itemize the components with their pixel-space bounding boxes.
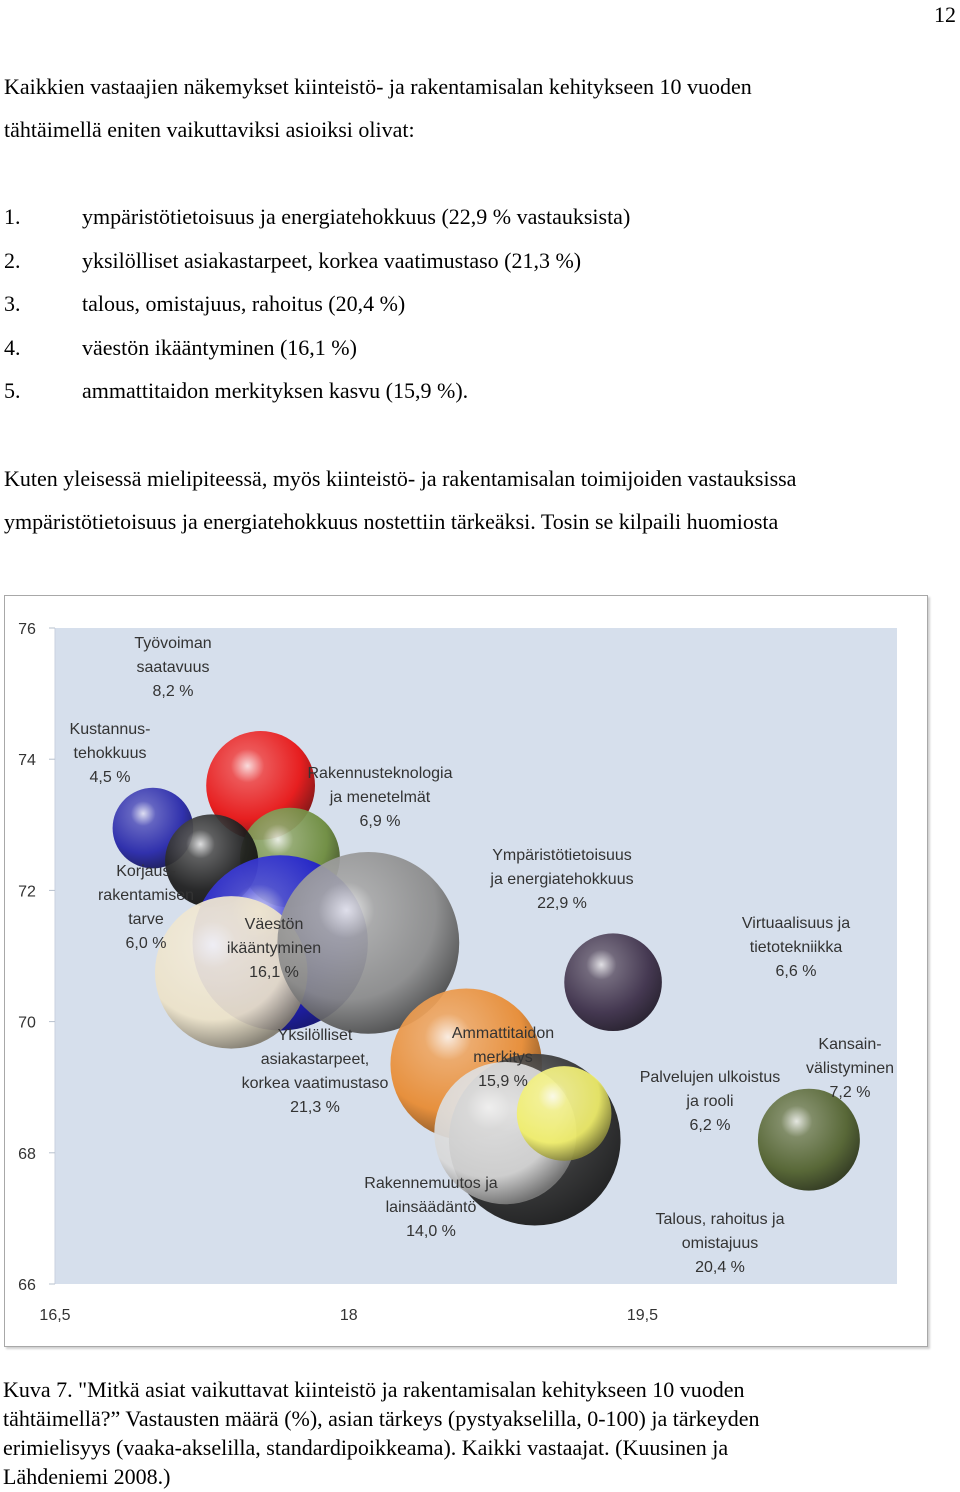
intro-line-1: Kaikkien vastaajien näkemykset kiinteistö- ja rakentamisalan kehitykseen 10 vuoden	[4, 74, 752, 99]
caption-line-3: erimielisyys (vaaka-akselilla, standardipoikkeama). Kaikki vastaajat. (Kuusinen ja	[3, 1435, 729, 1460]
list-item-number: 5.	[4, 378, 21, 403]
bubble-chart	[4, 595, 928, 1347]
bubble-label: ja rooli	[686, 1093, 734, 1110]
bubble-label: Ympäristötietoisuus	[492, 847, 632, 864]
y-tick-label: 66	[18, 1277, 36, 1294]
bubble-label: 7,2 %	[829, 1084, 871, 1101]
x-tick-label: 19,5	[626, 1307, 659, 1324]
bubble-label: Rakennusteknologia	[307, 765, 453, 782]
bubble-label: Palvelujen ulkoistus	[639, 1069, 781, 1086]
ranking-list	[4, 195, 630, 413]
list-item-number: 3.	[4, 291, 21, 316]
bubble-label: Ammattitaidon	[451, 1025, 555, 1042]
bubble-label: 6,0 %	[125, 935, 167, 952]
bubble-label: tehokkuus	[73, 745, 147, 762]
body-line-1: Kuten yleisessä mielipiteessä, myös kiinteistö- ja rakentamisalan toimijoiden vastauksissa	[4, 466, 797, 491]
list-item-number: 2.	[4, 247, 21, 273]
bubble-label: ikääntyminen	[226, 940, 322, 957]
bubble	[517, 1066, 612, 1161]
intro-line-2: tähtäimellä eniten vaikuttaviksi asioiksi olivat:	[4, 117, 415, 142]
list-item	[4, 195, 630, 239]
body-paragraph	[4, 457, 796, 543]
list-item-text: väestön ikääntyminen (16,1 %)	[82, 334, 357, 360]
bubble-label: 6,6 %	[775, 963, 817, 980]
bubble-label: 21,3 %	[290, 1099, 340, 1116]
y-tick-label: 68	[18, 1145, 36, 1163]
bubble-label: Kustannus-	[69, 721, 151, 738]
bubble-label: saatavuus	[136, 659, 210, 676]
bubble-label: ja energiatehokkuus	[490, 871, 634, 888]
body-line-2: ympäristötietoisuus ja energiatehokkuus nostettiin tärkeäksi. Tosin se kilpaili huomiosta	[4, 509, 779, 534]
bubble-label: 16,1 %	[249, 964, 299, 981]
bubble-chart-svg	[5, 596, 927, 1346]
intro-paragraph	[4, 65, 752, 151]
list-item-text: yksilölliset asiakastarpeet, korkea vaatimustaso (21,3 %)	[82, 247, 582, 273]
x-axis-ticks	[39, 1307, 658, 1324]
bubble	[758, 1089, 860, 1191]
caption-line-4: Lähdeniemi 2008.)	[3, 1464, 171, 1489]
list-item-text: ammattitaidon merkityksen kasvu (15,9 %).	[82, 378, 469, 403]
bubble-label: Työvoiman	[134, 635, 212, 652]
bubble-label: omistajuus	[681, 1235, 759, 1252]
bubble-label: asiakastarpeet,	[260, 1051, 370, 1068]
bubble-label: 6,9 %	[359, 813, 401, 830]
caption-line-2: tähtäimellä?” Vastausten määrä (%), asian tärkeys (pystyakselilla, 0-100) ja tärkeyden	[3, 1406, 760, 1431]
list-item	[4, 239, 630, 283]
list-item	[4, 326, 630, 370]
bubble-label: 8,2 %	[152, 683, 194, 700]
page-number: 12	[934, 2, 956, 27]
bubble-label: korkea vaatimustaso	[241, 1075, 389, 1092]
bubble-label: 4,5 %	[89, 769, 131, 786]
bubble-label: Väestön	[244, 916, 304, 933]
bubble-label: Kansain-	[818, 1036, 882, 1053]
y-tick-label: 70	[18, 1014, 36, 1032]
bubble-label: 14,0 %	[406, 1223, 456, 1240]
bubble-label: Virtuaalisuus ja	[741, 915, 851, 932]
y-tick-label: 76	[18, 621, 36, 638]
bubble-label: Korjaus-	[116, 863, 176, 880]
list-item	[4, 369, 630, 413]
y-tick-label: 74	[18, 752, 36, 770]
list-item-number: 4.	[4, 334, 21, 360]
list-item-number: 1.	[4, 204, 21, 229]
bubble-label: Yksilölliset	[277, 1027, 353, 1044]
bubble-label: tarve	[128, 911, 164, 928]
caption-line-1: Kuva 7. "Mitkä asiat vaikuttavat kiinteistö ja rakentamisalan kehitykseen 10 vuoden	[3, 1377, 745, 1402]
bubble-label: rakentamisen	[97, 887, 195, 904]
list-item-text: talous, omistajuus, rahoitus (20,4 %)	[82, 291, 406, 316]
list-item	[4, 282, 630, 326]
bubble-label: lainsäädäntö	[385, 1199, 477, 1216]
figure-caption	[3, 1375, 903, 1491]
bubble-label: välistyminen	[805, 1060, 895, 1077]
bubble-label: 22,9 %	[537, 895, 587, 912]
y-tick-label: 72	[18, 883, 36, 901]
bubble-label: 20,4 %	[695, 1259, 745, 1276]
list-item-text: ympäristötietoisuus ja energiatehokkuus (22,9 % vastauksista)	[82, 204, 631, 229]
x-tick-label: 16,5	[39, 1307, 71, 1324]
bubble-label: ja menetelmät	[329, 789, 431, 806]
bubble	[564, 933, 662, 1031]
x-tick-label: 18	[339, 1307, 358, 1324]
bubble-label: Rakennemuutos ja	[364, 1175, 498, 1192]
bubble-label: merkitys	[473, 1049, 533, 1066]
bubble-label: Talous, rahoitus ja	[655, 1211, 785, 1228]
bubble-label: tietotekniikka	[749, 939, 843, 956]
bubble-label: 6,2 %	[689, 1117, 731, 1134]
bubble-label: 15,9 %	[478, 1073, 528, 1090]
y-axis-ticks	[18, 621, 55, 1294]
